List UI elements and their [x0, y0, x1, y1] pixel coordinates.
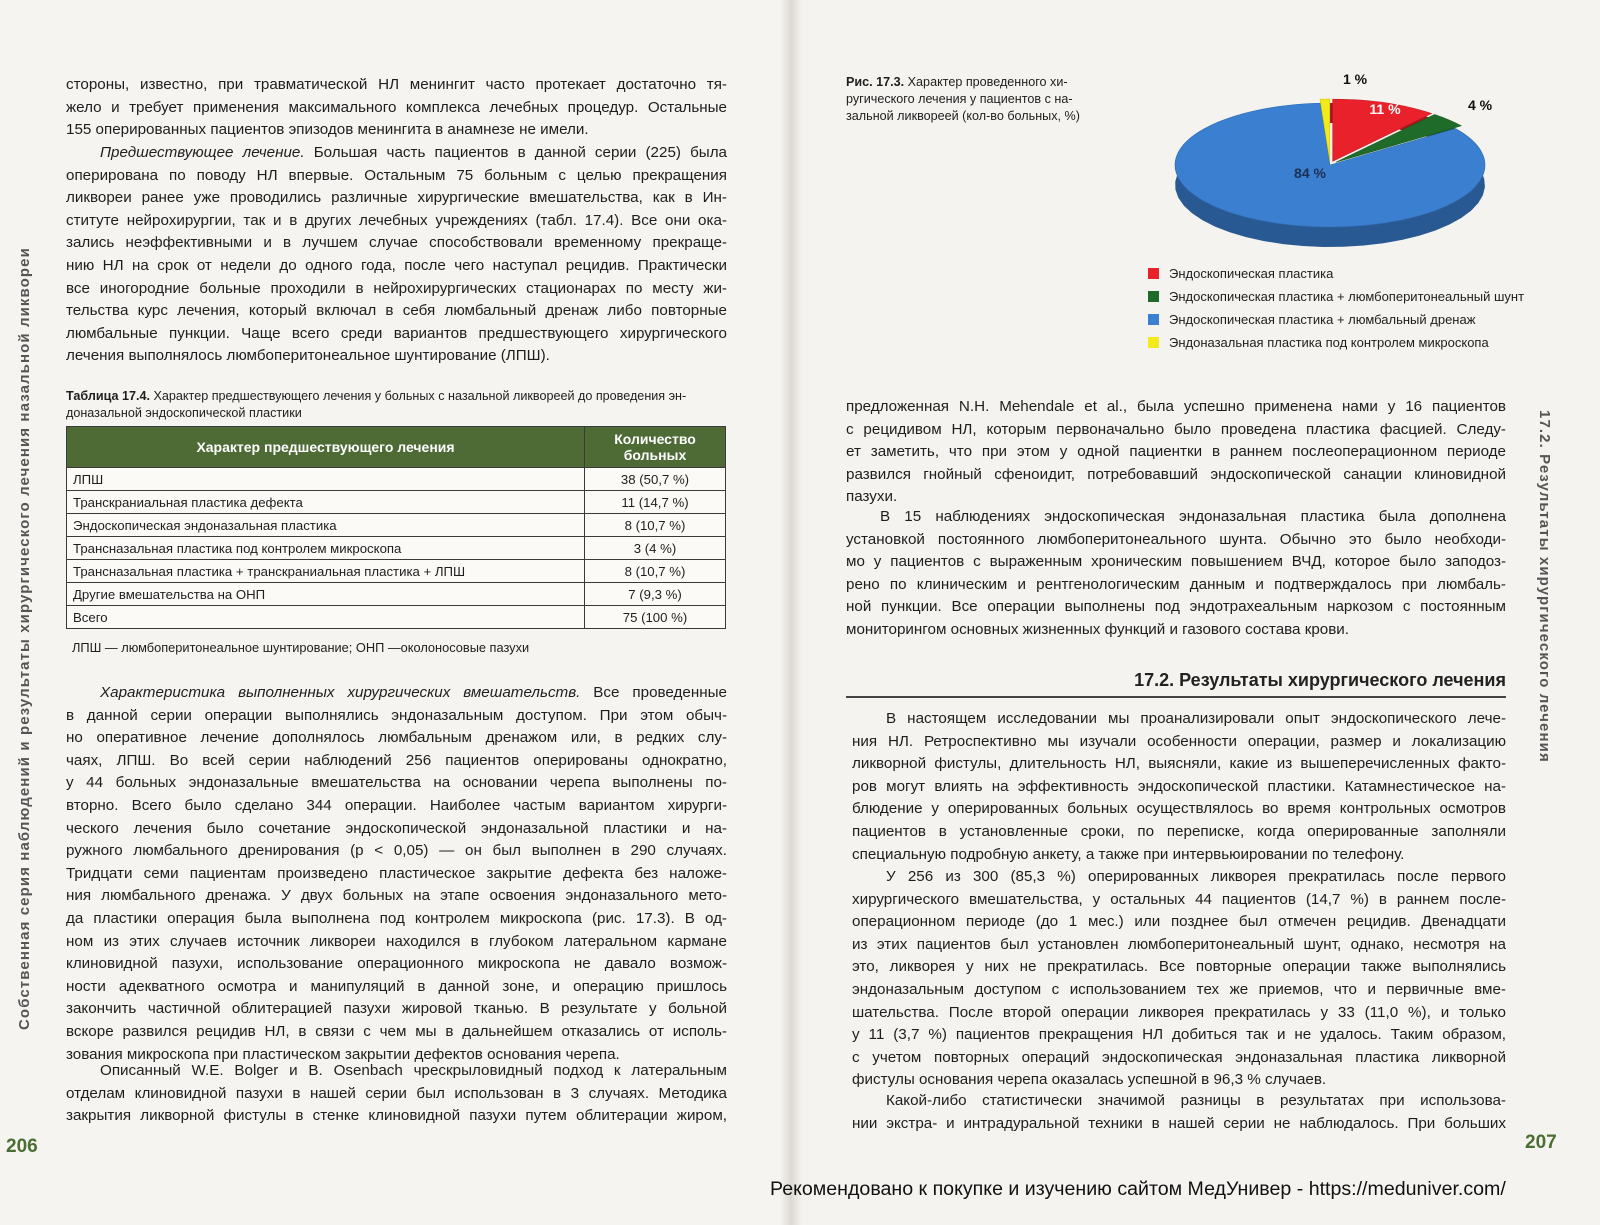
- table-cell-count: 8 (10,7 %): [585, 514, 726, 537]
- paragraph-line: пациентов в установленные сроки, по переписке, когда оперированные заполняли: [852, 822, 1506, 840]
- table-row: [67, 491, 726, 514]
- paragraph-line: ликвореи ранее уже проводились различные хирургические вмешательства, как в Ин-: [66, 189, 727, 207]
- paragraph-line: отделам клиновидной пазухи в нашей серии был использован в 3 случаях. Методика: [66, 1084, 727, 1102]
- paragraph-line: из этих пациентов был установлен люмбоперитонеальный шунт, однако, несмотря на: [852, 935, 1506, 953]
- paragraph-line: [66, 682, 727, 705]
- paragraph-line: мониторингом основных жизненных функций и газового состава крови.: [846, 620, 1350, 638]
- paragraph-line: вторно. Всего было сделано 344 операции. Наиболее частым вариантом хирурги-: [66, 796, 727, 814]
- paragraph-line: шательства. После второй операции ликворея прекратилась у 33 (11,0 %), и только: [852, 1003, 1506, 1021]
- legend-label: Эндоскопическая пластика: [1169, 266, 1334, 281]
- pie-data-label: 11 %: [1369, 101, 1401, 117]
- paragraph-line: ет заметить, что при этом у одной пациентки в раннем послеоперационном периоде: [846, 443, 1506, 461]
- paragraph-line: У 256 из 300 (85,3 %) оперированных ликворея прекратилась после первого: [886, 868, 1506, 885]
- paragraph-line: ликворной фистулы, длительность НЛ, выясняли, какие из вышеперечисленных факто-: [852, 755, 1506, 773]
- paragraph-line: жело и требует применения максимального комплекса лечебных процедур. Остальные: [66, 98, 727, 116]
- paragraph-line: Тридцати семи пациентам произведено пластическое закрытие дефекта без наложе-: [66, 864, 727, 882]
- paragraph-line: ном из этих случаев источник ликвореи находился в глубоком латеральном кармане: [66, 932, 727, 950]
- table-header-treatment: Характер предшествующего лечения: [67, 427, 585, 468]
- paragraph-line: с рецидивом НЛ, которым первоначально было проведена пластика фасцией. Следу-: [846, 420, 1506, 438]
- table-cell-treatment: Другие вмешательства на ОНП: [67, 583, 585, 606]
- heading-rule: [846, 696, 1506, 698]
- paragraph-line: лечения выполнялось люмбоперитонеальное шунтирование (ЛПШ).: [66, 347, 550, 365]
- paragraph-text: Большая часть пациентов в данной серии (225) была: [304, 144, 728, 161]
- book-gutter: [780, 0, 802, 1225]
- legend-swatch: [1148, 268, 1159, 279]
- paragraph-line: стороны, известно, при травматической НЛ менингит часто протекает достаточно тя-: [66, 76, 727, 93]
- right-paragraph-1: [846, 396, 1506, 509]
- legend-label: Эндоназальная пластика под контролем микроскопа: [1169, 335, 1489, 350]
- paragraph-line: закрытия ликворной фистулы в стенке клиновидной пазухи путем облитерации жиром,: [66, 1107, 727, 1125]
- paragraph-line: ров могут влиять на эффективность эндоскопической пластики. Катамнестическое на-: [852, 777, 1506, 795]
- paragraph-line: Описанный W.E. Bolger и B. Osenbach чрескрыловидный подход к латеральным: [100, 1062, 727, 1079]
- legend-item: [1148, 262, 1524, 285]
- table-row: [67, 468, 726, 491]
- table-cell-count: 75 (100 %): [585, 606, 726, 629]
- paragraph-line: пазухи.: [846, 488, 898, 506]
- paragraph-line: нии экстра- и интрадуральной техники в нашей серии не наблюдалось. При больших: [852, 1114, 1506, 1132]
- table-cell-treatment: ЛПШ: [67, 468, 585, 491]
- legend-item: [1148, 285, 1524, 308]
- table-row: [67, 606, 726, 629]
- paragraph-line: у 44 больных эндоназальные вмешательства на основании черепа выполнены по-: [66, 774, 727, 792]
- table-cell-treatment: Трансназальная пластика под контролем микроскопа: [67, 537, 585, 560]
- chart-legend: [1148, 262, 1524, 354]
- paragraph-line: фистулы основания черепа оказалась успешной в 96,3 % случаев.: [852, 1071, 1327, 1089]
- left-paragraph-2: [66, 142, 727, 368]
- legend-swatch: [1148, 337, 1159, 348]
- table-row: [67, 560, 726, 583]
- paragraph-line: специальную подробную анкету, а также при интервьюировании по телефону.: [852, 845, 1405, 863]
- table-cell-count: 7 (9,3 %): [585, 583, 726, 606]
- paragraph-line: зались неэффективными и в лучшем случае способствовали временному прекраще-: [66, 234, 727, 252]
- left-paragraph-4: [66, 1060, 727, 1128]
- paragraph-line: с учетом повторных операций эндоскопическая эндоназальная пластика ликворной: [852, 1048, 1506, 1066]
- left-paragraph-3: [66, 682, 727, 1066]
- paragraph-line: ния люмбального дренажа. У двух больных на этапе освоения эндоназального мето-: [66, 887, 727, 905]
- pie-data-label: 1 %: [1342, 71, 1368, 87]
- paragraph-line: чаях, ЛПШ. Во всей серии наблюдений 256 пациентов оперированы однократно,: [66, 751, 727, 769]
- right-paragraph-2: [846, 506, 1506, 642]
- paragraph-line: тельства курс лечения, который включал в себя люмбальный дренаж либо повторные: [66, 302, 727, 320]
- figure-caption: Рис. 17.3. Характер проведенного хи- ругического лечения у пациентов с на- зальной ликвореей (кол-во больных, %): [846, 75, 1080, 123]
- paragraph-line: операционном периоде (до 1 мес.) или позднее был отмечен рецидив. Двенадцати: [852, 913, 1506, 931]
- footer-watermark: Рекомендовано к покупке и изучению сайтом МедУнивер - https://meduniver.com/: [770, 1178, 1506, 1200]
- paragraph-line: мо у пациентов с выраженным хроническим повышением ВЧД, которое было заподоз-: [846, 553, 1506, 571]
- paragraph-line: зования микроскопа при пластическом закрытии дефектов основания черепа.: [66, 1045, 620, 1063]
- paragraph-lead: Предшествующее лечение.: [100, 144, 305, 161]
- paragraph-line: вскоре развился рецидив НЛ, в связи с чем мы в дальнейшем отказались от исполь-: [66, 1022, 727, 1040]
- paragraph-line: ружного люмбального дренирования (p < 0,05) — он был выполнен в 290 случаях.: [66, 842, 727, 860]
- pie-data-label: 4 %: [1467, 97, 1493, 113]
- table-row: [67, 514, 726, 537]
- legend-swatch: [1148, 291, 1159, 302]
- table-cell-count: 38 (50,7 %): [585, 468, 726, 491]
- table-cell-count: 8 (10,7 %): [585, 560, 726, 583]
- paragraph-line: развился гнойный сфеноидит, потребовавший эндоскопической санации клиновидной: [846, 465, 1506, 483]
- paragraph-line: ния НЛ. Ретроспективно мы изучали особенности операции, размер и локализацию: [852, 732, 1506, 750]
- paragraph-line: клиновидной пазухи, использование операционного микроскопа не давало возмож-: [66, 955, 727, 973]
- table-row: [67, 537, 726, 560]
- legend-item: [1148, 308, 1524, 331]
- paragraph-line: все иногородние больные проходили в нейрохирургических стационарах по месту жи-: [66, 279, 727, 297]
- treatment-pie-chart: [1160, 70, 1520, 260]
- legend-swatch: [1148, 314, 1159, 325]
- table-cell-count: 3 (4 %): [585, 537, 726, 560]
- table-cell-count: 11 (14,7 %): [585, 491, 726, 514]
- legend-label: Эндоскопическая пластика + люмбальный дренаж: [1169, 312, 1476, 327]
- prior-treatment-table: [66, 426, 726, 629]
- table-cell-treatment: Эндоскопическая эндоназальная пластика: [67, 514, 585, 537]
- paragraph-line: нию НЛ на срок от недели до одного года, после чего наступал рецидив. Практически: [66, 256, 727, 274]
- paragraph-line: ности адекватного осмотра и манипуляций в данной зоне, и операцию пришлось: [66, 977, 727, 995]
- legend-label: Эндоскопическая пластика + люмбоперитонеальный шунт: [1169, 289, 1525, 304]
- paragraph-line: оперирована по поводу НЛ впервые. Остальным 75 больным с целью прекращения: [66, 166, 727, 184]
- paragraph-line: рено по клиническим и рентгенологическим данным и подтверждалось при люмбаль-: [846, 575, 1506, 593]
- paragraph-line: [66, 142, 727, 165]
- paragraph-line: блюдение у оперированных больных осуществлялось во время контрольных осмотров: [852, 800, 1506, 818]
- pie-data-label: 84 %: [1294, 165, 1326, 181]
- paragraph-line: эндоназальным доступом с использованием тех же приемов, что и первичные вме-: [852, 980, 1506, 998]
- left-page-number: 206: [6, 1136, 38, 1157]
- paragraph-line: В настоящем исследовании мы проанализировали опыт эндоскопического лече-: [886, 710, 1506, 727]
- table-header-count: Количество больных: [585, 427, 726, 468]
- paragraph-text: Все проведенные: [580, 684, 727, 701]
- right-paragraph-5: [852, 1090, 1506, 1135]
- paragraph-lead: Характеристика выполненных хирургических вмешательств.: [100, 684, 581, 701]
- paragraph-line: хирургического вмешательства, у остальных 44 пациентов (14,7 %) в раннем после-: [852, 890, 1506, 908]
- paragraph-line: да пластики операция была выполнена под контролем микроскопа (рис. 17.3). В од-: [66, 909, 727, 927]
- paragraph-line: но оперативное лечение дополнялось люмбальным дренажом или, в редких слу-: [66, 729, 727, 747]
- paragraph-line: люмбальные пункции. Чаще всего среди вариантов предшествующего хирургического: [66, 324, 727, 342]
- paragraph-line: предложенная N.H. Mehendale et al., была успешно применена нами у 16 пациентов: [846, 398, 1506, 415]
- paragraph-line: установкой постоянного люмбоперитонеального шунта. Обычно это было необходи-: [846, 530, 1506, 548]
- table-caption: Таблица 17.4. Характер предшествующего лечения у больных с назальной ликвореей до проведения эн- доназальной эндоскопической пластики: [66, 389, 687, 420]
- paragraph-line: ческого лечения было сочетание эндоскопической эндоназальной пластики и на-: [66, 819, 727, 837]
- table-row: [67, 583, 726, 606]
- legend-item: [1148, 331, 1524, 354]
- table-cell-treatment: Транскраниальная пластика дефекта: [67, 491, 585, 514]
- paragraph-line: ституте нейрохирургии, так и в других лечебных учреждениях (табл. 17.4). Все они ока-: [66, 211, 727, 229]
- table-header-row: [67, 427, 726, 468]
- right-paragraph-4: [852, 866, 1506, 1092]
- left-paragraph-1: [66, 74, 727, 142]
- paragraph-line: закончить частичной облитерацией пазухи жировой тканью. В результате у больной: [66, 1000, 727, 1018]
- paragraph-line: ной пункции. Все операции выполнены под эндотрахеальным наркозом с постоянным: [846, 598, 1506, 616]
- paragraph-line: Какой-либо статистически значимой разницы в результатах при использова-: [886, 1092, 1506, 1109]
- paragraph-line: 155 оперированных пациентов эпизодов менингита в анамнезе не имели.: [66, 121, 589, 139]
- paragraph-line: это, ликворея у них не прекратилась. Все повторные операции также выполнялись: [852, 958, 1506, 976]
- paragraph-line: у 11 (3,7 %) пациентов прекращения НЛ добиться так и не удалось. Таким образом,: [852, 1026, 1506, 1044]
- right-paragraph-3: [852, 708, 1506, 866]
- section-heading: 17.2. Результаты хирургического лечения: [1134, 670, 1506, 690]
- table-cell-treatment: Всего: [67, 606, 585, 629]
- right-page-number: 207: [1525, 1132, 1557, 1153]
- table-note: ЛПШ — люмбоперитонеальное шунтирование; ОНП —околоносовые пазухи: [72, 640, 530, 655]
- table-cell-treatment: Трансназальная пластика + транскраниальная пластика + ЛПШ: [67, 560, 585, 583]
- paragraph-line: в данной серии операции выполнялись эндоназальным доступом. При этом обыч-: [66, 706, 727, 724]
- paragraph-line: В 15 наблюдениях эндоскопическая эндоназальная пластика была дополнена: [880, 508, 1506, 525]
